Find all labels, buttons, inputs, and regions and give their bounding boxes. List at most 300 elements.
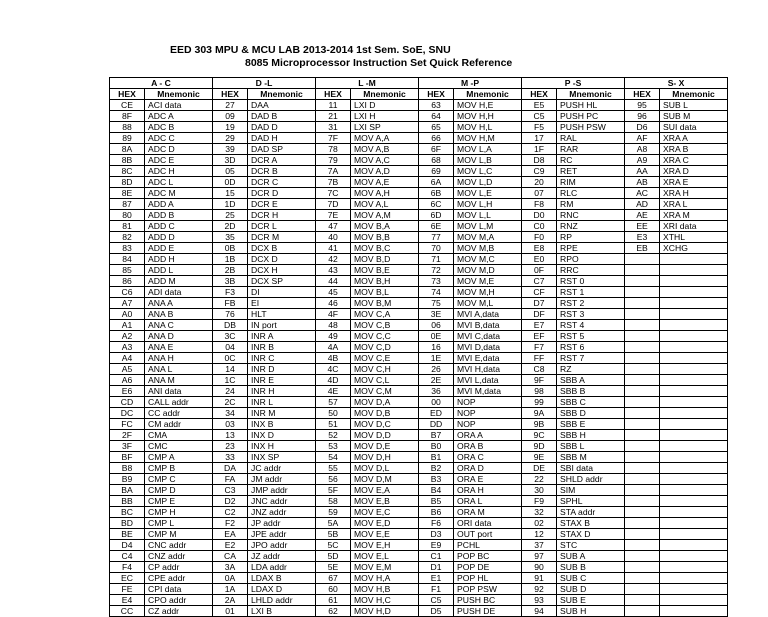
table-row: [110, 430, 728, 441]
hex-header: HEX: [110, 89, 145, 100]
mnemonic-cell: IN port: [248, 320, 316, 331]
empty-cell: [660, 254, 728, 265]
mnemonic-cell: JMP addr: [248, 485, 316, 496]
mnemonic-cell: CMP B: [145, 463, 213, 474]
mnemonic-cell: PUSH BC: [454, 595, 522, 606]
hex-cell: 9E: [522, 452, 557, 463]
hex-cell: 15: [213, 188, 248, 199]
empty-cell: [625, 397, 660, 408]
hex-cell: C8: [522, 364, 557, 375]
hex-cell: E8: [522, 243, 557, 254]
document-subtitle: 8085 Microprocessor Instruction Set Quick Reference: [245, 57, 513, 69]
hex-cell: 05: [213, 166, 248, 177]
mnemonic-cell: INX B: [248, 419, 316, 430]
mnemonic-cell: SUB L: [660, 100, 728, 111]
hex-cell: 6E: [419, 221, 454, 232]
mnemonic-cell: MOV M,C: [454, 254, 522, 265]
hex-cell: 68: [419, 155, 454, 166]
mnemonic-cell: RNC: [557, 210, 625, 221]
mnemonic-cell: XRA D: [660, 166, 728, 177]
hex-cell: 66: [419, 133, 454, 144]
mnemonic-cell: POP PSW: [454, 584, 522, 595]
hex-cell: C0: [522, 221, 557, 232]
mnemonic-cell: MVI A,data: [454, 309, 522, 320]
mnemonic-cell: MOV A,B: [351, 144, 419, 155]
hex-cell: 3B: [213, 276, 248, 287]
mnemonic-cell: XRA M: [660, 210, 728, 221]
hex-cell: 1F: [522, 144, 557, 155]
empty-cell: [625, 485, 660, 496]
hex-cell: 6B: [419, 188, 454, 199]
mnemonic-cell: MOV B,L: [351, 287, 419, 298]
mnemonic-cell: MOV D,L: [351, 463, 419, 474]
mnemonic-cell: SBB A: [557, 375, 625, 386]
hex-cell: 92: [522, 584, 557, 595]
mnemonic-cell: CM addr: [145, 419, 213, 430]
empty-cell: [625, 331, 660, 342]
hex-cell: E2: [213, 540, 248, 551]
mnemonic-cell: STC: [557, 540, 625, 551]
mnemonic-cell: MOV B,H: [351, 276, 419, 287]
hex-cell: 8C: [110, 166, 145, 177]
hex-cell: 7E: [316, 210, 351, 221]
hex-cell: FC: [110, 419, 145, 430]
hex-cell: F7: [522, 342, 557, 353]
hex-cell: 56: [316, 474, 351, 485]
mnemonic-cell: ADD B: [145, 210, 213, 221]
mnemonic-cell: RPO: [557, 254, 625, 265]
hex-cell: EF: [522, 331, 557, 342]
hex-cell: FA: [213, 474, 248, 485]
mnemonic-cell: SUB C: [557, 573, 625, 584]
hex-cell: E7: [522, 320, 557, 331]
mnemonic-cell: HLT: [248, 309, 316, 320]
mnemonic-cell: ADC A: [145, 111, 213, 122]
hex-cell: E1: [419, 573, 454, 584]
table-row: [110, 122, 728, 133]
mnemonic-cell: MOV H,M: [454, 133, 522, 144]
table-row: [110, 166, 728, 177]
hex-cell: 75: [419, 298, 454, 309]
mnemonic-cell: MVI E,data: [454, 353, 522, 364]
hex-cell: 74: [419, 287, 454, 298]
hex-cell: 95: [625, 100, 660, 111]
hex-cell: DA: [213, 463, 248, 474]
mnemonic-cell: XRI data: [660, 221, 728, 232]
mnemonic-cell: MOV A,A: [351, 133, 419, 144]
hex-cell: 5F: [316, 485, 351, 496]
empty-cell: [660, 331, 728, 342]
hex-cell: B8: [110, 463, 145, 474]
empty-cell: [625, 375, 660, 386]
empty-cell: [625, 595, 660, 606]
mnemonic-cell: XRA A: [660, 133, 728, 144]
hex-cell: 14: [213, 364, 248, 375]
hex-cell: A5: [110, 364, 145, 375]
hex-cell: 62: [316, 606, 351, 617]
hex-cell: 8F: [110, 111, 145, 122]
hex-cell: C5: [522, 111, 557, 122]
mnemonic-cell: JPO addr: [248, 540, 316, 551]
mnemonic-cell: MOV M,D: [454, 265, 522, 276]
mnemonic-cell: CNC addr: [145, 540, 213, 551]
mnemonic-cell: STA addr: [557, 507, 625, 518]
mnemonic-cell: SUB E: [557, 595, 625, 606]
mnemonic-cell: MOV D,E: [351, 441, 419, 452]
mnemonic-cell: ADC B: [145, 122, 213, 133]
mnemonic-cell: CPE addr: [145, 573, 213, 584]
mnemonic-cell: ORA B: [454, 441, 522, 452]
hex-cell: 39: [213, 144, 248, 155]
hex-cell: 72: [419, 265, 454, 276]
hex-cell: B3: [419, 474, 454, 485]
hex-cell: 96: [625, 111, 660, 122]
mnemonic-cell: RST 1: [557, 287, 625, 298]
hex-cell: EE: [625, 221, 660, 232]
table-row: [110, 298, 728, 309]
hex-cell: 8E: [110, 188, 145, 199]
hex-cell: 40: [316, 232, 351, 243]
mnemonic-cell: INR B: [248, 342, 316, 353]
mnemonic-cell: SUB B: [557, 562, 625, 573]
hex-cell: 35: [213, 232, 248, 243]
mnemonic-cell: MOV E,D: [351, 518, 419, 529]
mnemonic-cell: MOV A,C: [351, 155, 419, 166]
mnemonic-cell: NOP: [454, 408, 522, 419]
hex-cell: D5: [419, 606, 454, 617]
hex-cell: F3: [213, 287, 248, 298]
hex-cell: 0D: [213, 177, 248, 188]
table-row: [110, 133, 728, 144]
mnemonic-cell: RIM: [557, 177, 625, 188]
hex-cell: 53: [316, 441, 351, 452]
mnemonic-cell: MOV D,H: [351, 452, 419, 463]
mnemonic-cell: RST 5: [557, 331, 625, 342]
hex-cell: E5: [522, 100, 557, 111]
hex-cell: D1: [419, 562, 454, 573]
mnemonic-cell: MOV M,L: [454, 298, 522, 309]
mnemonic-cell: MOV B,D: [351, 254, 419, 265]
hex-cell: 8B: [110, 155, 145, 166]
mnemonic-cell: XTHL: [660, 232, 728, 243]
mnemonic-cell: MOV C,C: [351, 331, 419, 342]
mnemonic-cell: MOV L,L: [454, 210, 522, 221]
mnemonic-cell: CC addr: [145, 408, 213, 419]
hex-cell: 6A: [419, 177, 454, 188]
mnemonic-cell: INR E: [248, 375, 316, 386]
hex-cell: A6: [110, 375, 145, 386]
hex-cell: E0: [522, 254, 557, 265]
hex-cell: DD: [419, 419, 454, 430]
hex-cell: 9A: [522, 408, 557, 419]
hex-cell: 06: [419, 320, 454, 331]
mnemonic-cell: LXI SP: [351, 122, 419, 133]
mnemonic-cell: RST 6: [557, 342, 625, 353]
hex-cell: B7: [419, 430, 454, 441]
empty-cell: [660, 265, 728, 276]
hex-cell: 48: [316, 320, 351, 331]
mnemonic-cell: MOV E,E: [351, 529, 419, 540]
mnemonic-cell: CMC: [145, 441, 213, 452]
table-row: [110, 474, 728, 485]
mnemonic-cell: RLC: [557, 188, 625, 199]
hex-cell: 2A: [213, 595, 248, 606]
hex-cell: B6: [419, 507, 454, 518]
table-row: [110, 265, 728, 276]
empty-cell: [660, 496, 728, 507]
hex-cell: D7: [522, 298, 557, 309]
mnemonic-cell: MOV E,C: [351, 507, 419, 518]
hex-cell: 55: [316, 463, 351, 474]
hex-cell: 44: [316, 276, 351, 287]
mnemonic-cell: MOV C,L: [351, 375, 419, 386]
hex-cell: 57: [316, 397, 351, 408]
mnemonic-cell: ADD D: [145, 232, 213, 243]
mnemonic-cell: RST 7: [557, 353, 625, 364]
mnemonic-cell: XRA B: [660, 144, 728, 155]
hex-cell: 8D: [110, 177, 145, 188]
hex-cell: C9: [522, 166, 557, 177]
mnemonic-cell: MVI H,data: [454, 364, 522, 375]
empty-cell: [625, 452, 660, 463]
mnemonic-cell: SBB E: [557, 419, 625, 430]
mnemonic-cell: XRA C: [660, 155, 728, 166]
hex-cell: 5A: [316, 518, 351, 529]
hex-cell: 60: [316, 584, 351, 595]
empty-cell: [625, 496, 660, 507]
mnemonic-cell: PUSH HL: [557, 100, 625, 111]
mnemonic-header: Mnemonic: [248, 89, 316, 100]
hex-cell: 2F: [110, 430, 145, 441]
empty-cell: [660, 529, 728, 540]
hex-cell: 9B: [522, 419, 557, 430]
mnemonic-cell: MVI M,data: [454, 386, 522, 397]
document-title: EED 303 MPU & MCU LAB 2013-2014 1st Sem. SoE, SNU: [170, 44, 451, 56]
group-header: P -S: [522, 78, 625, 89]
hex-cell: C3: [213, 485, 248, 496]
hex-cell: A2: [110, 331, 145, 342]
mnemonic-cell: INR D: [248, 364, 316, 375]
table-row: [110, 441, 728, 452]
hex-cell: C6: [110, 287, 145, 298]
hex-cell: 16: [419, 342, 454, 353]
hex-cell: 78: [316, 144, 351, 155]
hex-cell: EA: [213, 529, 248, 540]
mnemonic-cell: ADC H: [145, 166, 213, 177]
mnemonic-cell: MOV L,C: [454, 166, 522, 177]
mnemonic-cell: MOV A,M: [351, 210, 419, 221]
hex-header: HEX: [522, 89, 557, 100]
mnemonic-cell: CMP H: [145, 507, 213, 518]
mnemonic-cell: INR H: [248, 386, 316, 397]
mnemonic-cell: DCR C: [248, 177, 316, 188]
mnemonic-cell: ORA L: [454, 496, 522, 507]
hex-cell: 1D: [213, 199, 248, 210]
hex-cell: 3C: [213, 331, 248, 342]
mnemonic-cell: ORA D: [454, 463, 522, 474]
hex-cell: AE: [625, 210, 660, 221]
hex-cell: 25: [213, 210, 248, 221]
empty-cell: [625, 408, 660, 419]
hex-cell: 12: [522, 529, 557, 540]
hex-header: HEX: [213, 89, 248, 100]
hex-cell: 3F: [110, 441, 145, 452]
mnemonic-cell: ORA M: [454, 507, 522, 518]
hex-cell: AC: [625, 188, 660, 199]
instruction-table: [109, 77, 728, 617]
mnemonic-cell: SHLD addr: [557, 474, 625, 485]
hex-cell: 32: [522, 507, 557, 518]
hex-cell: 9C: [522, 430, 557, 441]
hex-cell: 4E: [316, 386, 351, 397]
hex-cell: E4: [110, 595, 145, 606]
hex-cell: A0: [110, 309, 145, 320]
hex-cell: BE: [110, 529, 145, 540]
table-row: [110, 232, 728, 243]
mnemonic-cell: MOV E,L: [351, 551, 419, 562]
hex-cell: 17: [522, 133, 557, 144]
table-row: [110, 518, 728, 529]
mnemonic-cell: LDAX B: [248, 573, 316, 584]
hex-cell: 22: [522, 474, 557, 485]
mnemonic-cell: INR L: [248, 397, 316, 408]
hex-cell: 99: [522, 397, 557, 408]
mnemonic-cell: POP BC: [454, 551, 522, 562]
empty-cell: [625, 540, 660, 551]
hex-cell: F8: [522, 199, 557, 210]
hex-cell: 4A: [316, 342, 351, 353]
mnemonic-cell: MOV A,H: [351, 188, 419, 199]
mnemonic-cell: SBB M: [557, 452, 625, 463]
empty-cell: [660, 606, 728, 617]
mnemonic-cell: RZ: [557, 364, 625, 375]
hex-cell: 19: [213, 122, 248, 133]
hex-cell: 98: [522, 386, 557, 397]
mnemonic-cell: ADD C: [145, 221, 213, 232]
empty-cell: [660, 364, 728, 375]
mnemonic-cell: MOV L,E: [454, 188, 522, 199]
empty-cell: [660, 298, 728, 309]
empty-cell: [625, 507, 660, 518]
mnemonic-cell: CMP L: [145, 518, 213, 529]
table-row: [110, 540, 728, 551]
mnemonic-cell: RAL: [557, 133, 625, 144]
hex-cell: 6D: [419, 210, 454, 221]
hex-cell: FE: [110, 584, 145, 595]
hex-cell: FF: [522, 353, 557, 364]
mnemonic-cell: ANA A: [145, 298, 213, 309]
hex-cell: DC: [110, 408, 145, 419]
mnemonic-cell: LHLD addr: [248, 595, 316, 606]
hex-cell: 0A: [213, 573, 248, 584]
hex-cell: 49: [316, 331, 351, 342]
hex-cell: CE: [110, 100, 145, 111]
mnemonic-cell: SUB M: [660, 111, 728, 122]
table-row: [110, 210, 728, 221]
hex-cell: AB: [625, 177, 660, 188]
empty-cell: [625, 265, 660, 276]
hex-cell: 2B: [213, 265, 248, 276]
empty-cell: [660, 342, 728, 353]
mnemonic-cell: JNC addr: [248, 496, 316, 507]
mnemonic-cell: ADI data: [145, 287, 213, 298]
mnemonic-cell: POP DE: [454, 562, 522, 573]
mnemonic-cell: ANI data: [145, 386, 213, 397]
hex-cell: BD: [110, 518, 145, 529]
hex-cell: 87: [110, 199, 145, 210]
hex-cell: B0: [419, 441, 454, 452]
hex-cell: 54: [316, 452, 351, 463]
hex-cell: D8: [522, 155, 557, 166]
table-row: [110, 155, 728, 166]
mnemonic-cell: DCR H: [248, 210, 316, 221]
table-row: [110, 100, 728, 111]
mnemonic-cell: XRA E: [660, 177, 728, 188]
hex-cell: 13: [213, 430, 248, 441]
hex-cell: 04: [213, 342, 248, 353]
group-header: L -M: [316, 78, 419, 89]
hex-cell: 73: [419, 276, 454, 287]
mnemonic-cell: CP addr: [145, 562, 213, 573]
hex-cell: B1: [419, 452, 454, 463]
hex-cell: F6: [419, 518, 454, 529]
mnemonic-cell: XCHG: [660, 243, 728, 254]
table-row: [110, 386, 728, 397]
empty-cell: [660, 452, 728, 463]
hex-cell: 83: [110, 243, 145, 254]
hex-cell: D6: [625, 122, 660, 133]
hex-cell: 01: [213, 606, 248, 617]
hex-cell: 1C: [213, 375, 248, 386]
empty-cell: [660, 276, 728, 287]
mnemonic-cell: CMP C: [145, 474, 213, 485]
mnemonic-cell: CNZ addr: [145, 551, 213, 562]
hex-cell: 20: [522, 177, 557, 188]
hex-cell: 89: [110, 133, 145, 144]
hex-cell: FB: [213, 298, 248, 309]
empty-cell: [660, 430, 728, 441]
hex-cell: E6: [110, 386, 145, 397]
mnemonic-cell: JM addr: [248, 474, 316, 485]
hex-cell: 80: [110, 210, 145, 221]
hex-cell: 9D: [522, 441, 557, 452]
mnemonic-header: Mnemonic: [454, 89, 522, 100]
mnemonic-cell: JZ addr: [248, 551, 316, 562]
empty-cell: [660, 375, 728, 386]
mnemonic-cell: MOV H,C: [351, 595, 419, 606]
mnemonic-cell: SIM: [557, 485, 625, 496]
hex-cell: 63: [419, 100, 454, 111]
mnemonic-cell: LXI D: [351, 100, 419, 111]
mnemonic-cell: MOV C,E: [351, 353, 419, 364]
hex-cell: 37: [522, 540, 557, 551]
hex-cell: 4B: [316, 353, 351, 364]
mnemonic-cell: XRA H: [660, 188, 728, 199]
mnemonic-cell: MOV M,B: [454, 243, 522, 254]
hex-cell: 5C: [316, 540, 351, 551]
mnemonic-cell: ADD A: [145, 199, 213, 210]
hex-cell: 2D: [213, 221, 248, 232]
mnemonic-cell: CPO addr: [145, 595, 213, 606]
hex-cell: A8: [625, 144, 660, 155]
empty-cell: [660, 397, 728, 408]
mnemonic-cell: MOV C,M: [351, 386, 419, 397]
mnemonic-cell: MOV E,B: [351, 496, 419, 507]
mnemonic-cell: MVI L,data: [454, 375, 522, 386]
hex-cell: DB: [213, 320, 248, 331]
table-row: [110, 177, 728, 188]
mnemonic-cell: MOV E,A: [351, 485, 419, 496]
